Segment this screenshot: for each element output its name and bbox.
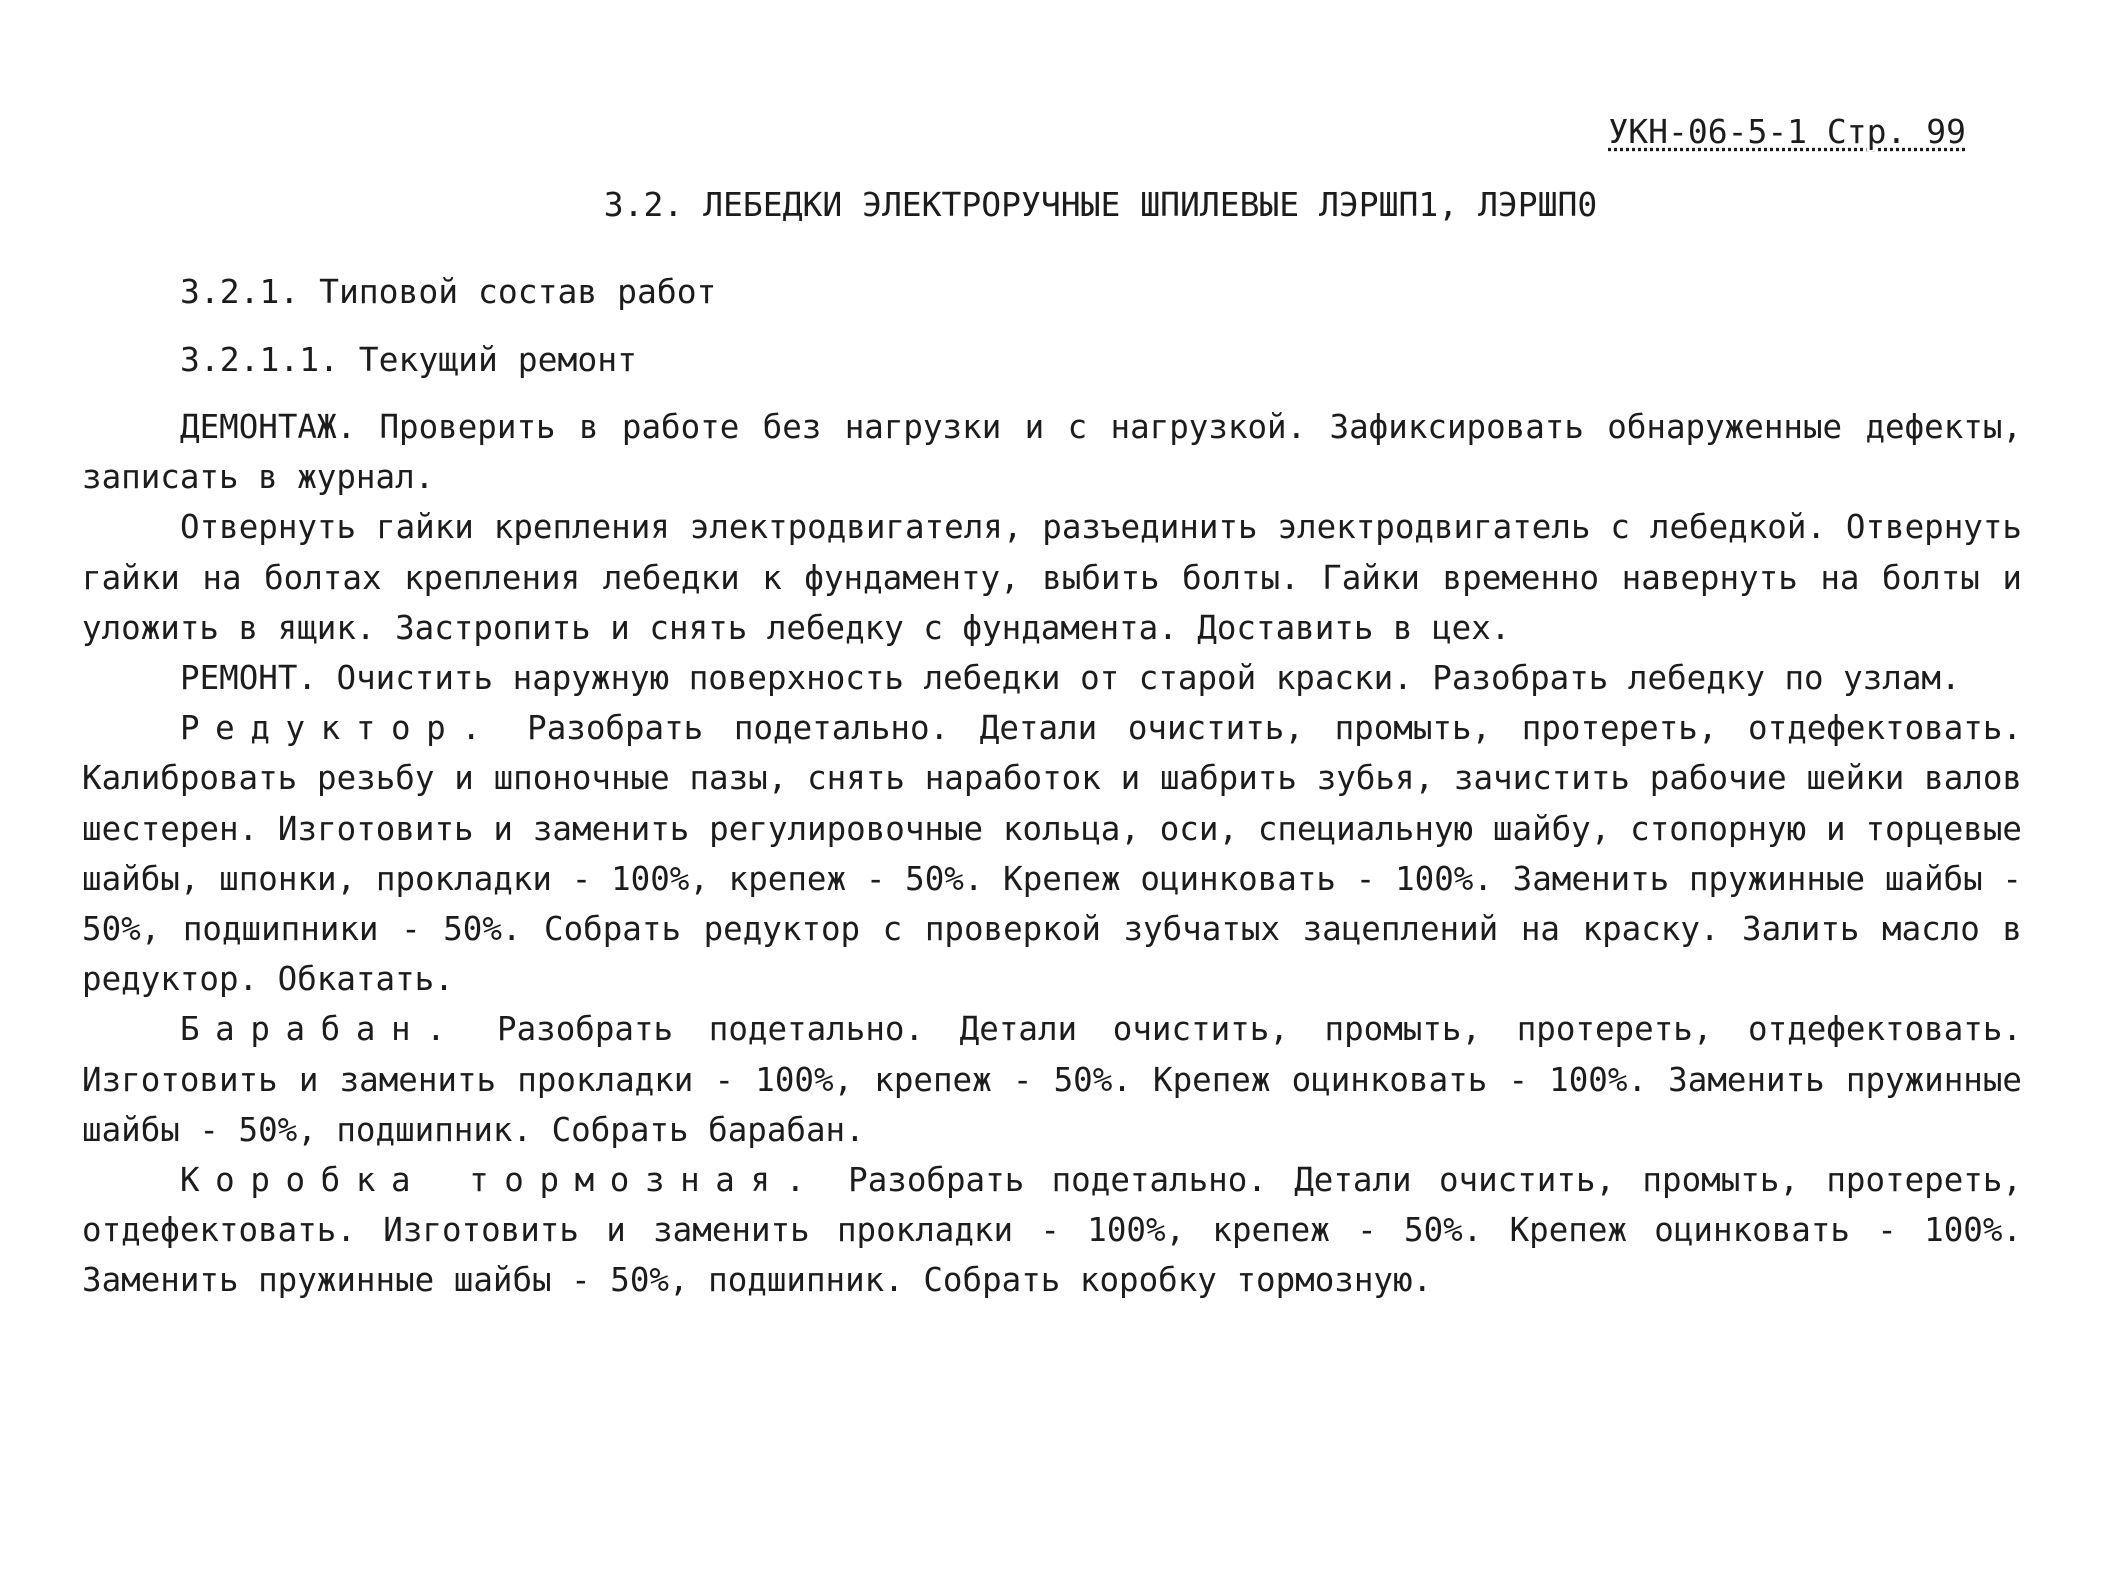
paragraph-reducer — [82, 703, 2022, 1004]
paragraph-drum — [82, 1004, 2022, 1155]
drum-heading: Барабан. — [180, 1010, 462, 1049]
document-reference: УКН-06-5-1 Стр. 99 — [1608, 112, 1966, 151]
body-text — [82, 402, 2022, 1306]
paragraph-repair: РЕМОНТ. Очистить наружную поверхность лебедки от старой краски. Разобрать лебедку по узлам. — [180, 659, 1961, 698]
brake-box-heading: Коробка тормозная. — [180, 1161, 821, 1200]
paragraph-brake-box — [82, 1155, 2022, 1306]
subsubsection-title: 3.2.1.1. Текущий ремонт — [180, 340, 637, 379]
paragraph-unbolting: Отвернуть гайки крепления электродвигателя, разъединить электродвигатель с лебедкой. Отвернуть гайки на болтах крепления лебедки к фундаменту, выбить болты. Гайки временно навернуть на болты и уложить в ящик. Застропить и снять лебедку с фундамента. Доставить в цех. — [82, 508, 2022, 647]
section-title: 3.2. ЛЕБЕДКИ ЭЛЕКТРОРУЧНЫЕ ШПИЛЕВЫЕ ЛЭРШП1, ЛЭРШП0 — [603, 185, 1598, 224]
brake-box-text: Разобрать подетально. Детали очистить, промыть, протереть, отдефектовать. Изготовить и заменить прокладки - 100%, крепеж - 50%. Крепеж оцинковать - 100%. Заменить пружинные шайбы - 50%, подшипник. Собрать коробку тормозную. — [82, 1161, 2022, 1300]
reducer-heading: Редуктор. — [180, 709, 497, 748]
reducer-text: Разобрать подетально. Детали очистить, промыть, протереть, отдефектовать. Калибровать резьбу и шпоночные пазы, снять наработок и шабрить зубья, зачистить рабочие шейки валов шестерен. Изготовить и заменить регулировочные кольца, оси, специальную шайбу, стопорную и торцевые шайбы, шпонки, прокладки - 100%, крепеж - 50%. Крепеж оцинковать - 100%. Заменить пружинные шайбы - 50%, подшипники - 50%. Собрать редуктор с проверкой зубчатых зацеплений на краску. Залить масло в редуктор. Обкатать. — [82, 709, 2022, 999]
subsection-title: 3.2.1. Типовой состав работ — [180, 272, 717, 311]
paragraph-dismantling: ДЕМОНТАЖ. Проверить в работе без нагрузки и с нагрузкой. Зафиксировать обнаруженные дефекты, записать в журнал. — [82, 408, 2022, 497]
drum-text: Разобрать подетально. Детали очистить, промыть, протереть, отдефектовать. Изготовить и заменить прокладки - 100%, крепеж - 50%. Крепеж оцинковать - 100%. Заменить пружинные шайбы - 50%, подшипник. Собрать барабан. — [82, 1010, 2022, 1149]
